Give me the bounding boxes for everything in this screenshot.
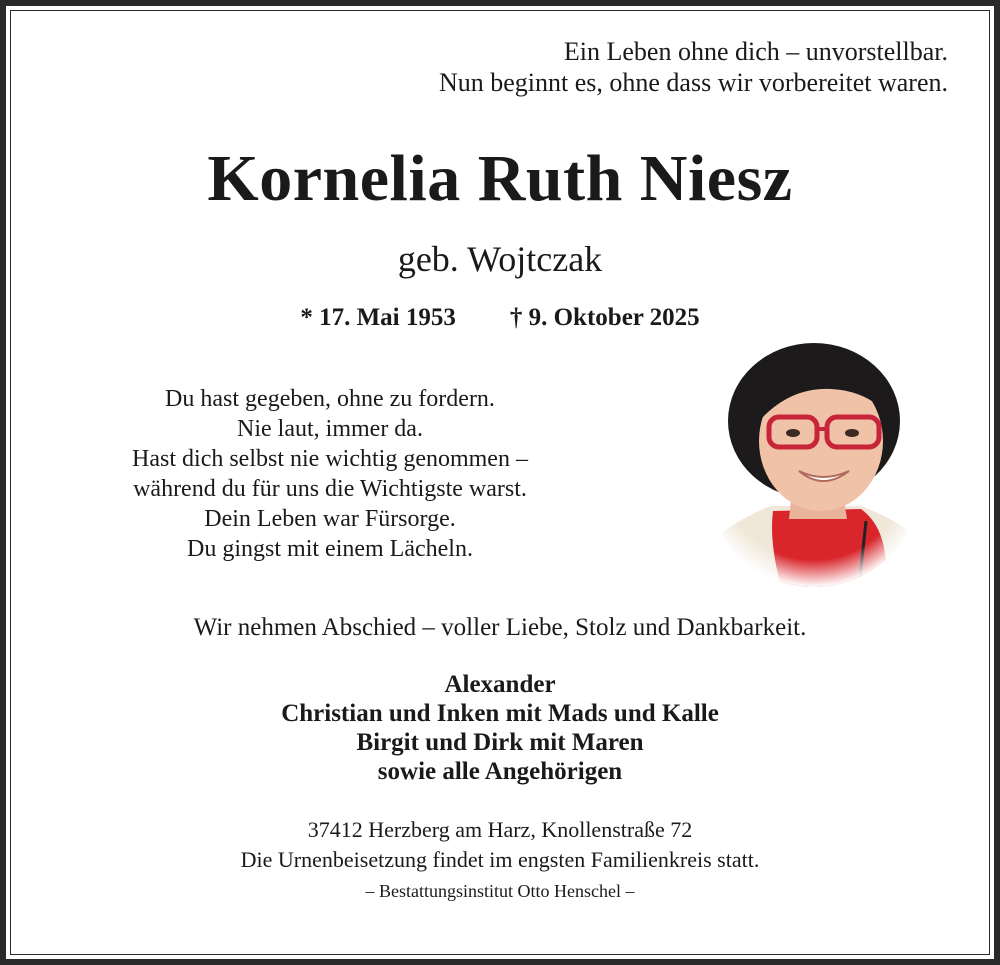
deceased-name: Kornelia Ruth Niesz: [207, 142, 793, 215]
address: 37412 Herzberg am Harz, Knollenstraße 72: [307, 817, 693, 842]
undertaker: – Bestattungsinstitut Otto Henschel –: [365, 881, 635, 901]
farewell-text: Wir nehmen Abschied – voller Liebe, Stolz und Dankbarkeit.: [193, 614, 807, 641]
portrait-illustration: [701, 341, 927, 587]
motto-line-1: Ein Leben ohne dich – unvorstellbar.: [563, 37, 948, 66]
poem: [60, 384, 600, 564]
motto-line-2: Nun beginnt es, ohne dass wir vorbereitet waren.: [438, 68, 948, 97]
poem-line: Du hast gegeben, ohne zu fordern.: [165, 386, 495, 412]
poem-line: Nie laut, immer da.: [237, 416, 423, 442]
maiden-name: geb. Wojtczak: [397, 239, 603, 279]
mourner: Alexander: [444, 671, 556, 698]
mourner: sowie alle Angehörigen: [377, 758, 623, 785]
death-date: † 9. Oktober 2025: [509, 304, 700, 331]
address-block: [0, 815, 1000, 875]
poem-line: Dein Leben war Fürsorge.: [204, 506, 456, 532]
mourner: Christian und Inken mit Mads und Kalle: [281, 700, 719, 727]
poem-line: Du gingst mit einem Lächeln.: [187, 536, 473, 562]
mourner: Birgit und Dirk mit Maren: [356, 729, 644, 756]
poem-line: Hast dich selbst nie wichtig genommen –: [132, 446, 528, 472]
portrait-photo: [701, 341, 927, 587]
mourners-list: [0, 670, 1000, 786]
birth-date: * 17. Mai 1953: [300, 304, 456, 331]
poem-line: während du für uns die Wichtigste warst.: [133, 476, 527, 502]
motto-quote: [439, 36, 948, 98]
funeral-note: Die Urnenbeisetzung findet im engsten Familienkreis statt.: [240, 847, 760, 872]
life-dates: [0, 301, 1000, 335]
